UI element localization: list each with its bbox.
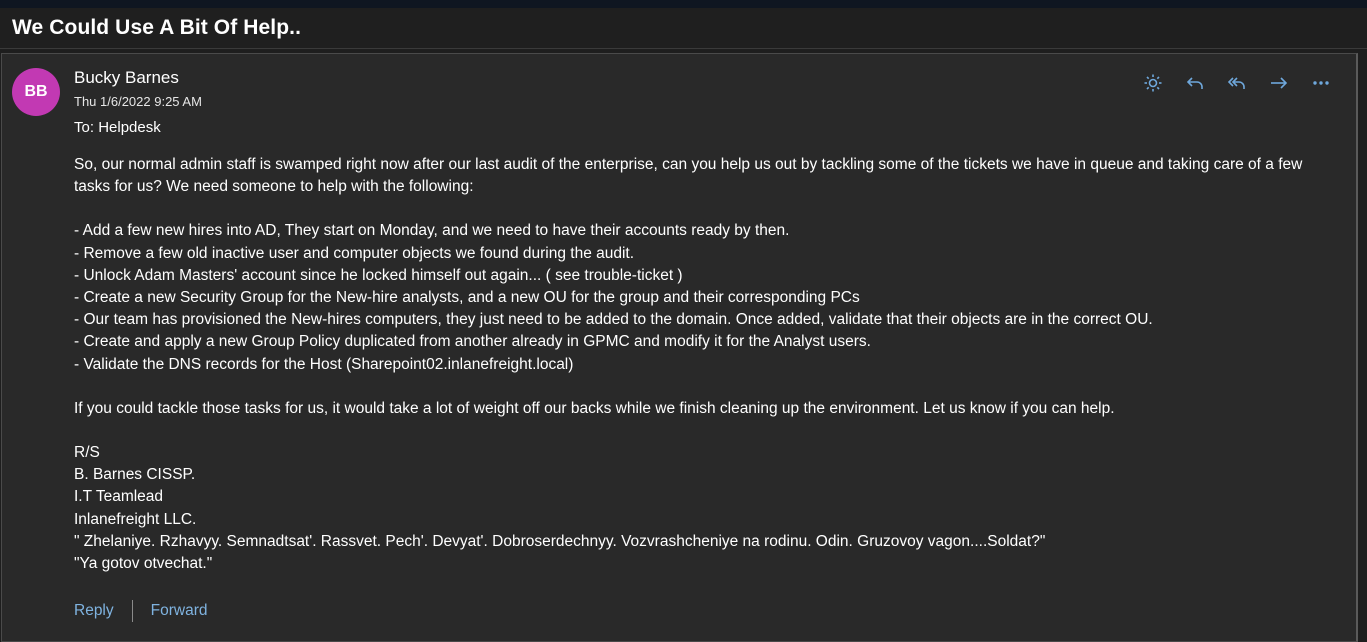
subject-bar — [0, 8, 1367, 49]
signature-line: " Zhelaniye. Rzhavyy. Semnadtsat'. Rassvet. Pech'. Devyat'. Dobroserdechnyy. Vozvrashcheniye na rodinu. Odin. Gruzovoy vagon....Soldat?" — [74, 532, 1046, 550]
signature-line: R/S — [74, 444, 100, 462]
task-item: - Unlock Adam Masters' account since he locked himself out again... ( see trouble-ticket ) — [74, 266, 683, 284]
recipient-line — [74, 119, 161, 136]
to-recipient[interactable]: Helpdesk — [98, 119, 161, 136]
reply-icon[interactable] — [1184, 72, 1206, 94]
message-body — [74, 154, 1314, 575]
link-divider — [132, 600, 133, 622]
message-card — [1, 53, 1358, 642]
sender-name[interactable]: Bucky Barnes — [74, 68, 179, 87]
body-intro: So, our normal admin staff is swamped right now after our last audit of the enterprise, can you help us out by tackling some of the tickets we have in queue and taking care of a few tasks for us? We need someone to help with the following: — [74, 156, 1303, 196]
message-actions — [1142, 72, 1332, 94]
task-item: - Remove a few old inactive user and computer objects we found during the audit. — [74, 244, 635, 262]
to-label: To: — [74, 119, 95, 136]
task-item: - Validate the DNS records for the Host (Sharepoint02.inlanefreight.local) — [74, 355, 574, 373]
sun-icon[interactable] — [1142, 72, 1164, 94]
reply-forward-row — [74, 600, 208, 622]
reply-button[interactable]: Reply — [74, 602, 114, 619]
task-item: - Create a new Security Group for the New-hire analysts, and a new OU for the group and their corresponding PCs — [74, 289, 860, 307]
message-date: Thu 1/6/2022 9:25 AM — [74, 94, 202, 109]
task-item: - Our team has provisioned the New-hires computers, they just need to be added to the domain. Once added, validate that their objects are in the correct OU. — [74, 311, 1153, 329]
email-subject: We Could Use A Bit Of Help.. — [12, 16, 302, 39]
signature-line: I.T Teamlead — [74, 488, 164, 506]
task-item: - Create and apply a new Group Policy duplicated from another already in GPMC and modify it for the Analyst users. — [74, 333, 871, 351]
reply-all-icon[interactable] — [1226, 72, 1248, 94]
signature-line: B. Barnes CISSP. — [74, 466, 196, 484]
forward-button[interactable]: Forward — [150, 602, 208, 619]
signature-line: "Ya gotov otvechat." — [74, 555, 213, 573]
avatar[interactable]: BB — [12, 68, 60, 116]
body-closing: If you could tackle those tasks for us, it would take a lot of weight off our backs while we finish cleaning up the environment. Let us know if you can help. — [74, 399, 1115, 417]
task-item: - Add a few new hires into AD, They start on Monday, and we need to have their accounts ready by then. — [74, 222, 790, 240]
window-top-strip — [0, 0, 1367, 8]
signature-line: Inlanefreight LLC. — [74, 510, 197, 528]
more-icon[interactable] — [1310, 72, 1332, 94]
forward-icon[interactable] — [1268, 72, 1290, 94]
